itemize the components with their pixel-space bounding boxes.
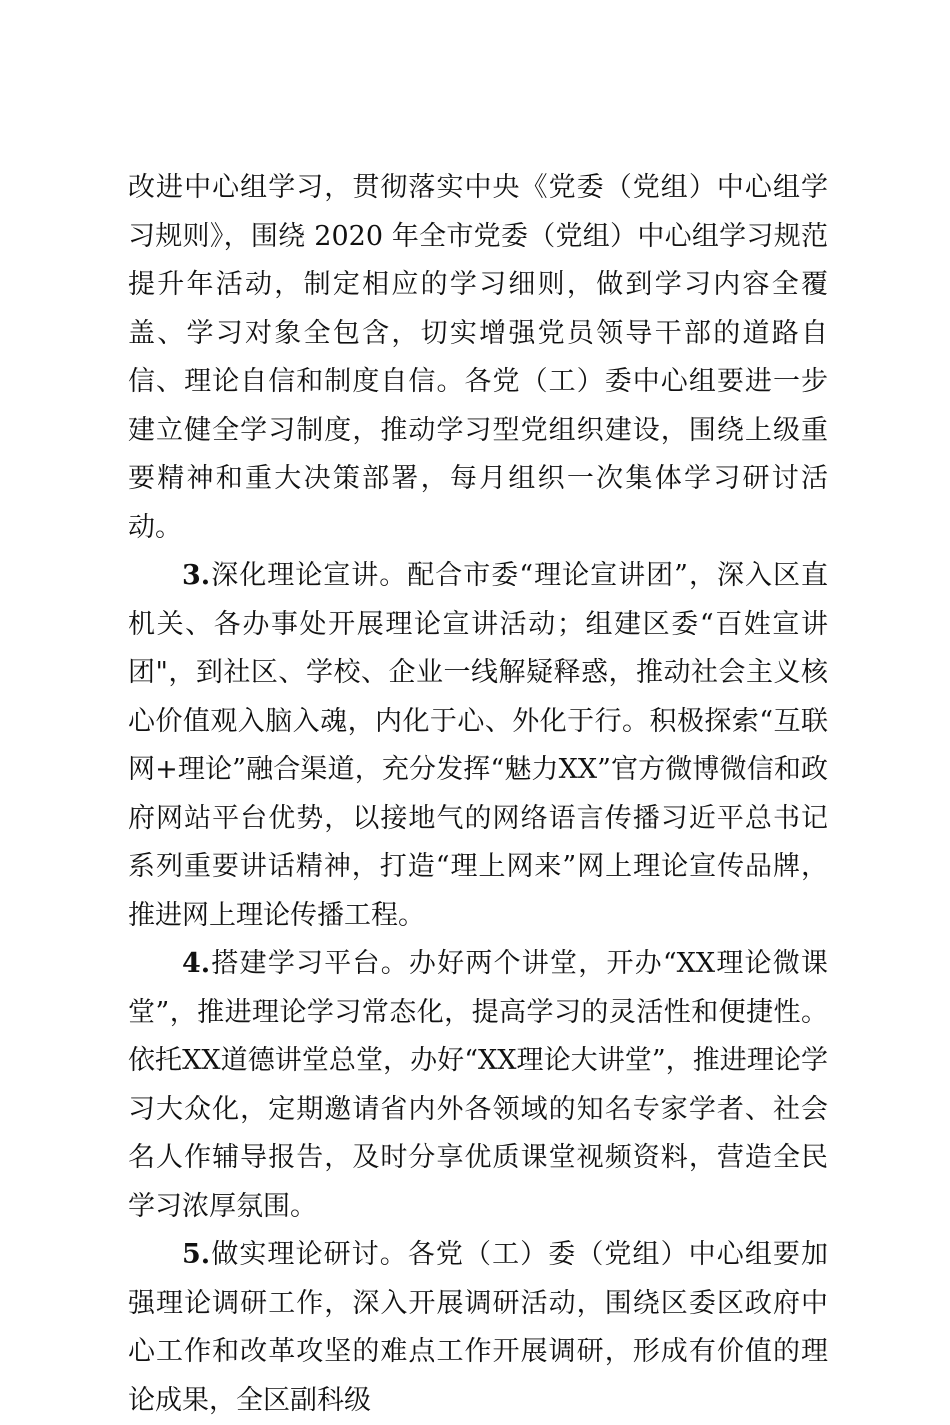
paragraph-text: 改进中心组学习，贯彻落实中央《党委（党组）中心组学习规则》，围绕 2020 年全市党委（党组）中心组学习规范提升年活动，制定相应的学习细则，做到学习内容全覆盖、学习对象全包含，切实增强党员领导干部的道路自信、理论自信和制度自信。各党（工）委中心组要进一步建立健全学习制度，推动学习型党组织建设，围绕上级重要精神和重大决策部署，每月组织一次集体学习研讨活动。 (128, 172, 828, 543)
paragraph-continued (128, 164, 828, 552)
paragraph-item-4 (128, 940, 828, 1231)
item-number: 4. (182, 948, 211, 979)
paragraph-item-5 (128, 1231, 828, 1425)
paragraph-item-3 (128, 552, 828, 940)
item-number: 3. (182, 560, 211, 591)
paragraph-text: 搭建学习平台。办好两个讲堂，开办“XX理论微课堂”，推进理论学习常态化，提高学习的灵活性和便捷性。依托XX道德讲堂总堂，办好“XX理论大讲堂”，推进理论学习大众化，定期邀请省内外各领域的知名专家学者、社会名人作辅导报告，及时分享优质课堂视频资料，营造全民学习浓厚氛围。 (128, 948, 828, 1222)
document-body (128, 164, 828, 1425)
paragraph-text: 做实理论研讨。各党（工）委（党组）中心组要加强理论调研工作，深入开展调研活动，围绕区委区政府中心工作和改革攻坚的难点工作开展调研，形成有价值的理论成果，全区副科级 (128, 1239, 828, 1416)
paragraph-text: 深化理论宣讲。配合市委“理论宣讲团”，深入区直机关、各办事处开展理论宣讲活动；组建区委“百姓宣讲团"，到社区、学校、企业一线解疑释惑，推动社会主义核心价值观入脑入魂，内化于心、外化于行。积极探索“互联网+理论”融合渠道，充分发挥“魅力XX”官方微博微信和政府网站平台优势，以接地气的网络语言传播习近平总书记系列重要讲话精神，打造“理上网来”网上理论宣传品牌，推进网上理论传播工程。 (128, 560, 828, 931)
item-number: 5. (182, 1239, 211, 1270)
